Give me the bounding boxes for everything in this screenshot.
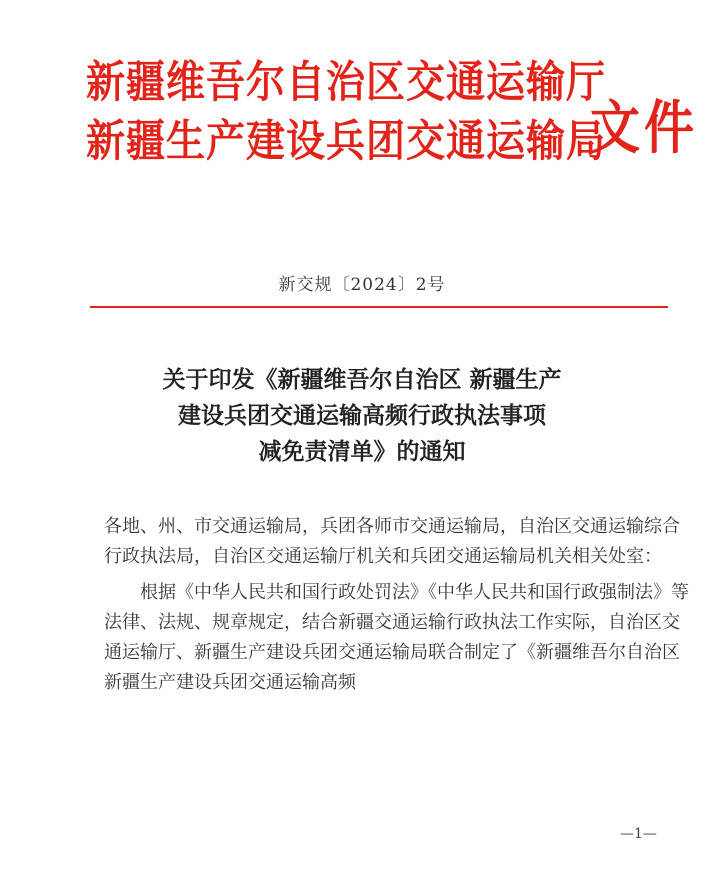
title-line: 关于印发《新疆维吾尔自治区 新疆生产 (162, 367, 562, 393)
document-number: 新交规〔2024〕2号 (278, 275, 446, 295)
body-paragraph: 根据《中华人民共和国行政处罚法》《中华人民共和国行政强制法》等法律、法规、规章规定，结合新疆交通运输行政执法工作实际，自治区交通运输厅、新疆生产建设兵团交通运输局联合制定了《新疆维吾尔自治区 新疆生产建设兵团交通运输高频 (104, 582, 689, 693)
document-header (0, 0, 724, 260)
page-number: —1— (620, 826, 657, 842)
title-line: 减免责清单》的通知 (258, 439, 466, 465)
issuer-name-xinjiang-transport-department: 新疆维吾尔自治区交通运输厅 (86, 57, 607, 109)
issuer-name-bingtuan-transport-bureau: 新疆生产建设兵团交通运输局 (86, 116, 607, 168)
title-line: 建设兵团交通运输高频行政执法事项 (178, 403, 546, 429)
red-divider-line (90, 306, 668, 308)
document-type-label: 文件 (590, 94, 698, 162)
salutation-paragraph: 各地、州、市交通运输局，兵团各师市交通运输局，自治区交通运输综合行政执法局，自治区交通运输厅机关和兵团交通运输局机关相关处室： (104, 516, 680, 567)
issuer-block (86, 50, 607, 168)
document-title (0, 362, 724, 470)
document-body (104, 512, 694, 698)
